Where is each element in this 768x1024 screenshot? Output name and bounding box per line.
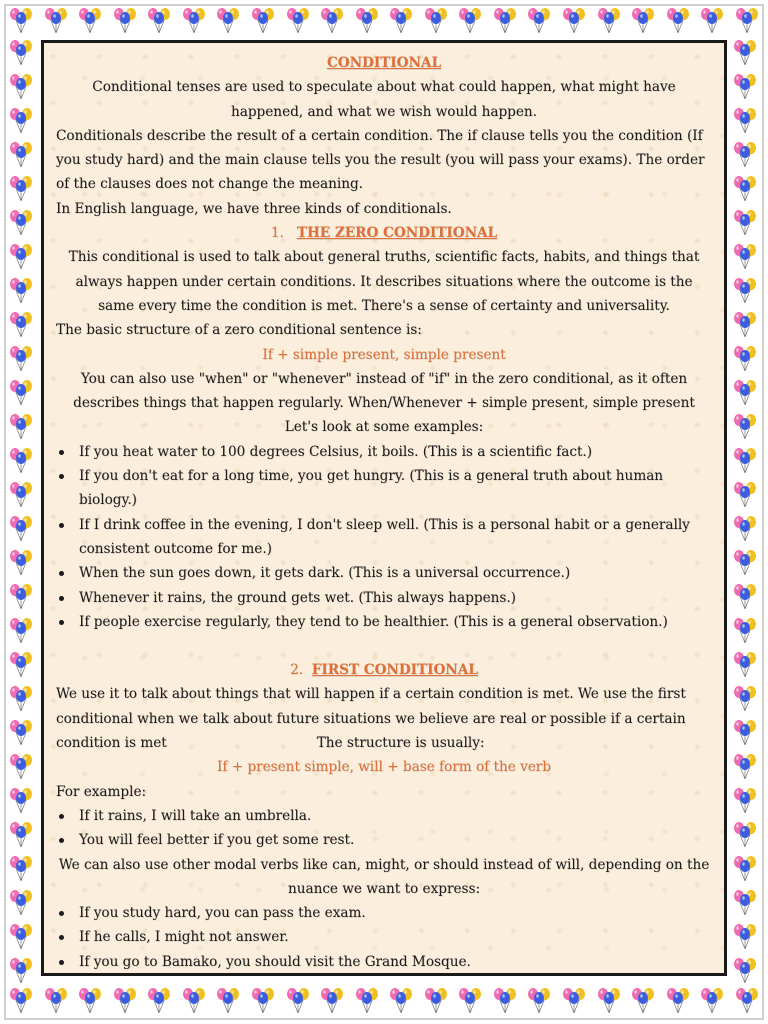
list-item: If people exercise regularly, they tend to be healthier. (This is a general observation.) (56, 610, 712, 634)
balloon-bunch-icon (213, 986, 243, 1018)
first-examples-list-2 (56, 901, 712, 974)
balloon-bunch-icon (732, 986, 762, 1018)
intro-paragraph-1: Conditional tenses are used to speculate about what could happen, what might have happened, and what we wish would happen. (92, 79, 676, 120)
balloon-bunch-icon (248, 986, 278, 1018)
balloon-bunch-icon (455, 6, 485, 38)
balloon-bunch-icon (6, 718, 38, 748)
first-examples-list (56, 804, 712, 853)
document-page (41, 40, 727, 976)
balloon-bunch-icon (730, 412, 762, 442)
intro-paragraph-3: In English language, we have three kinds of conditionals. (56, 200, 452, 217)
balloon-bunch-icon (352, 986, 382, 1018)
balloon-bunch-icon (110, 986, 140, 1018)
balloon-bunch-icon (421, 6, 451, 38)
zero-paragraph-1: This conditional is used to talk about general truths, scientific facts, habits, and things that always happen under certain conditions. It describes situations where the outcome is the same every time the condition is met. There's a sense of certainty and universality. (68, 249, 700, 314)
list-item: If you don't eat for a long time, you get hungry. (This is a general truth about human biology.) (56, 464, 712, 513)
balloon-bunch-icon (559, 986, 589, 1018)
balloon-bunch-icon (663, 6, 693, 38)
balloon-bunch-icon (6, 38, 38, 68)
balloon-bunch-icon (6, 208, 38, 238)
balloon-bunch-icon (179, 986, 209, 1018)
balloon-bunch-icon (730, 446, 762, 476)
list-item: When the sun goes down, it gets dark. (This is a universal occurrence.) (56, 561, 712, 585)
zero-conditional-heading (56, 221, 712, 245)
balloon-bunch-icon (730, 242, 762, 272)
balloon-bunch-icon (6, 854, 38, 884)
balloon-bunch-icon (6, 344, 38, 374)
balloon-bunch-icon (6, 72, 38, 102)
balloon-bunch-icon (283, 986, 313, 1018)
balloon-bunch-icon (594, 986, 624, 1018)
balloon-bunch-icon (6, 514, 38, 544)
balloon-border-left (6, 38, 38, 986)
section-heading-text: THE ZERO CONDITIONAL (296, 225, 498, 242)
balloon-bunch-icon (730, 820, 762, 850)
balloon-bunch-icon (490, 986, 520, 1018)
balloon-bunch-icon (144, 6, 174, 38)
balloon-bunch-icon (248, 6, 278, 38)
balloon-bunch-icon (144, 986, 174, 1018)
list-item: If I drink coffee in the evening, I don't sleep well. (This is a personal habit or a generally consistent outcome for me.) (56, 513, 712, 562)
balloon-bunch-icon (386, 6, 416, 38)
first-paragraph-1 (56, 682, 712, 755)
balloon-bunch-icon (317, 6, 347, 38)
document-title: CONDITIONAL (326, 55, 442, 71)
balloon-bunch-icon (6, 378, 38, 408)
balloon-bunch-icon (6, 752, 38, 782)
balloon-bunch-icon (730, 548, 762, 578)
balloon-bunch-icon (628, 6, 658, 38)
balloon-bunch-icon (559, 6, 589, 38)
balloon-bunch-icon (524, 6, 554, 38)
balloon-bunch-icon (6, 446, 38, 476)
first-conditional-heading (56, 658, 712, 682)
first-structure-intro: The structure is usually: (316, 735, 485, 752)
balloon-border-top (6, 6, 762, 38)
list-item: If you go to Bamako, you should visit the Grand Mosque. (56, 950, 712, 974)
balloon-bunch-icon (524, 986, 554, 1018)
balloon-bunch-icon (730, 786, 762, 816)
balloon-bunch-icon (732, 6, 762, 38)
balloon-bunch-icon (730, 106, 762, 136)
balloon-bunch-icon (730, 616, 762, 646)
balloon-bunch-icon (75, 6, 105, 38)
balloon-bunch-icon (6, 956, 38, 986)
list-item: If you heat water to 100 degrees Celsius, it boils. (This is a scientific fact.) (56, 440, 712, 464)
balloon-bunch-icon (730, 344, 762, 374)
balloon-bunch-icon (490, 6, 520, 38)
balloon-bunch-icon (730, 276, 762, 306)
list-item: If he calls, I might not answer. (56, 925, 712, 949)
balloon-bunch-icon (6, 922, 38, 952)
balloon-bunch-icon (6, 242, 38, 272)
first-structure: If + present simple, will + base form of the verb (216, 759, 552, 776)
balloon-bunch-icon (6, 548, 38, 578)
balloon-bunch-icon (628, 986, 658, 1018)
intro-paragraph-2: Conditionals describe the result of a certain condition. The if clause tells you the condition (If you study hard) and the main clause tells you the result (you will pass your exams). The order of the clauses does not change the meaning. (56, 127, 705, 193)
first-paragraph-2: For example: (56, 783, 147, 800)
zero-examples-list (56, 440, 712, 634)
balloon-bunch-icon (6, 310, 38, 340)
balloon-bunch-icon (6, 412, 38, 442)
balloon-bunch-icon (697, 986, 727, 1018)
balloon-bunch-icon (730, 174, 762, 204)
balloon-bunch-icon (730, 140, 762, 170)
balloon-bunch-icon (283, 6, 313, 38)
balloon-bunch-icon (730, 480, 762, 510)
balloon-bunch-icon (75, 986, 105, 1018)
balloon-bunch-icon (730, 752, 762, 782)
balloon-bunch-icon (730, 718, 762, 748)
balloon-bunch-icon (730, 922, 762, 952)
balloon-bunch-icon (730, 684, 762, 714)
balloon-bunch-icon (421, 986, 451, 1018)
balloon-bunch-icon (6, 582, 38, 612)
list-item: Whenever it rains, the ground gets wet. (This always happens.) (56, 586, 712, 610)
balloon-bunch-icon (317, 986, 347, 1018)
balloon-bunch-icon (730, 378, 762, 408)
balloon-bunch-icon (386, 986, 416, 1018)
section-number: 2. (290, 662, 304, 679)
balloon-bunch-icon (697, 6, 727, 38)
balloon-bunch-icon (6, 820, 38, 850)
balloon-bunch-icon (730, 956, 762, 986)
balloon-bunch-icon (110, 6, 140, 38)
balloon-border-bottom (6, 986, 762, 1018)
zero-paragraph-4: Let's look at some examples: (284, 419, 484, 436)
list-item: If it rains, I will take an umbrella. (56, 804, 712, 828)
section-heading-text: FIRST CONDITIONAL (311, 662, 478, 679)
balloon-bunch-icon (730, 208, 762, 238)
zero-structure: If + simple present, simple present (262, 346, 506, 363)
balloon-bunch-icon (6, 140, 38, 170)
balloon-bunch-icon (594, 6, 624, 38)
balloon-bunch-icon (6, 106, 38, 136)
balloon-bunch-icon (41, 6, 71, 38)
balloon-bunch-icon (730, 38, 762, 68)
balloon-bunch-icon (6, 888, 38, 918)
list-item: You will feel better if you get some rest. (56, 828, 712, 852)
balloon-bunch-icon (455, 986, 485, 1018)
balloon-bunch-icon (730, 310, 762, 340)
balloon-bunch-icon (730, 514, 762, 544)
balloon-bunch-icon (6, 616, 38, 646)
list-item: If you study hard, you can pass the exam. (56, 901, 712, 925)
first-paragraph-1-text: We use it to talk about things that will happen if a certain condition is met. We use the first conditional when we talk about future situations we believe are real or possible if a certain condition is met (56, 686, 686, 752)
balloon-bunch-icon (6, 174, 38, 204)
balloon-bunch-icon (6, 650, 38, 680)
balloon-bunch-icon (730, 582, 762, 612)
balloon-bunch-icon (6, 480, 38, 510)
balloon-border-right (730, 38, 762, 986)
balloon-bunch-icon (6, 6, 36, 38)
balloon-bunch-icon (6, 276, 38, 306)
first-paragraph-3: We can also use other modal verbs like can, might, or should instead of will, depending on the nuance we want to express: (58, 856, 710, 897)
zero-paragraph-3: You can also use "when" or "whenever" instead of "if" in the zero conditional, as it often describes things that happen regularly. When/Whenever + simple present, simple present (73, 370, 695, 412)
section-number: 1. (270, 225, 284, 242)
balloon-bunch-icon (41, 986, 71, 1018)
balloon-bunch-icon (663, 986, 693, 1018)
balloon-bunch-icon (730, 72, 762, 102)
balloon-bunch-icon (730, 854, 762, 884)
balloon-bunch-icon (730, 888, 762, 918)
balloon-bunch-icon (213, 6, 243, 38)
balloon-bunch-icon (730, 650, 762, 680)
balloon-bunch-icon (6, 684, 38, 714)
balloon-bunch-icon (6, 986, 36, 1018)
balloon-bunch-icon (6, 786, 38, 816)
balloon-bunch-icon (179, 6, 209, 38)
zero-paragraph-2: The basic structure of a zero conditional sentence is: (56, 322, 422, 339)
balloon-bunch-icon (352, 6, 382, 38)
